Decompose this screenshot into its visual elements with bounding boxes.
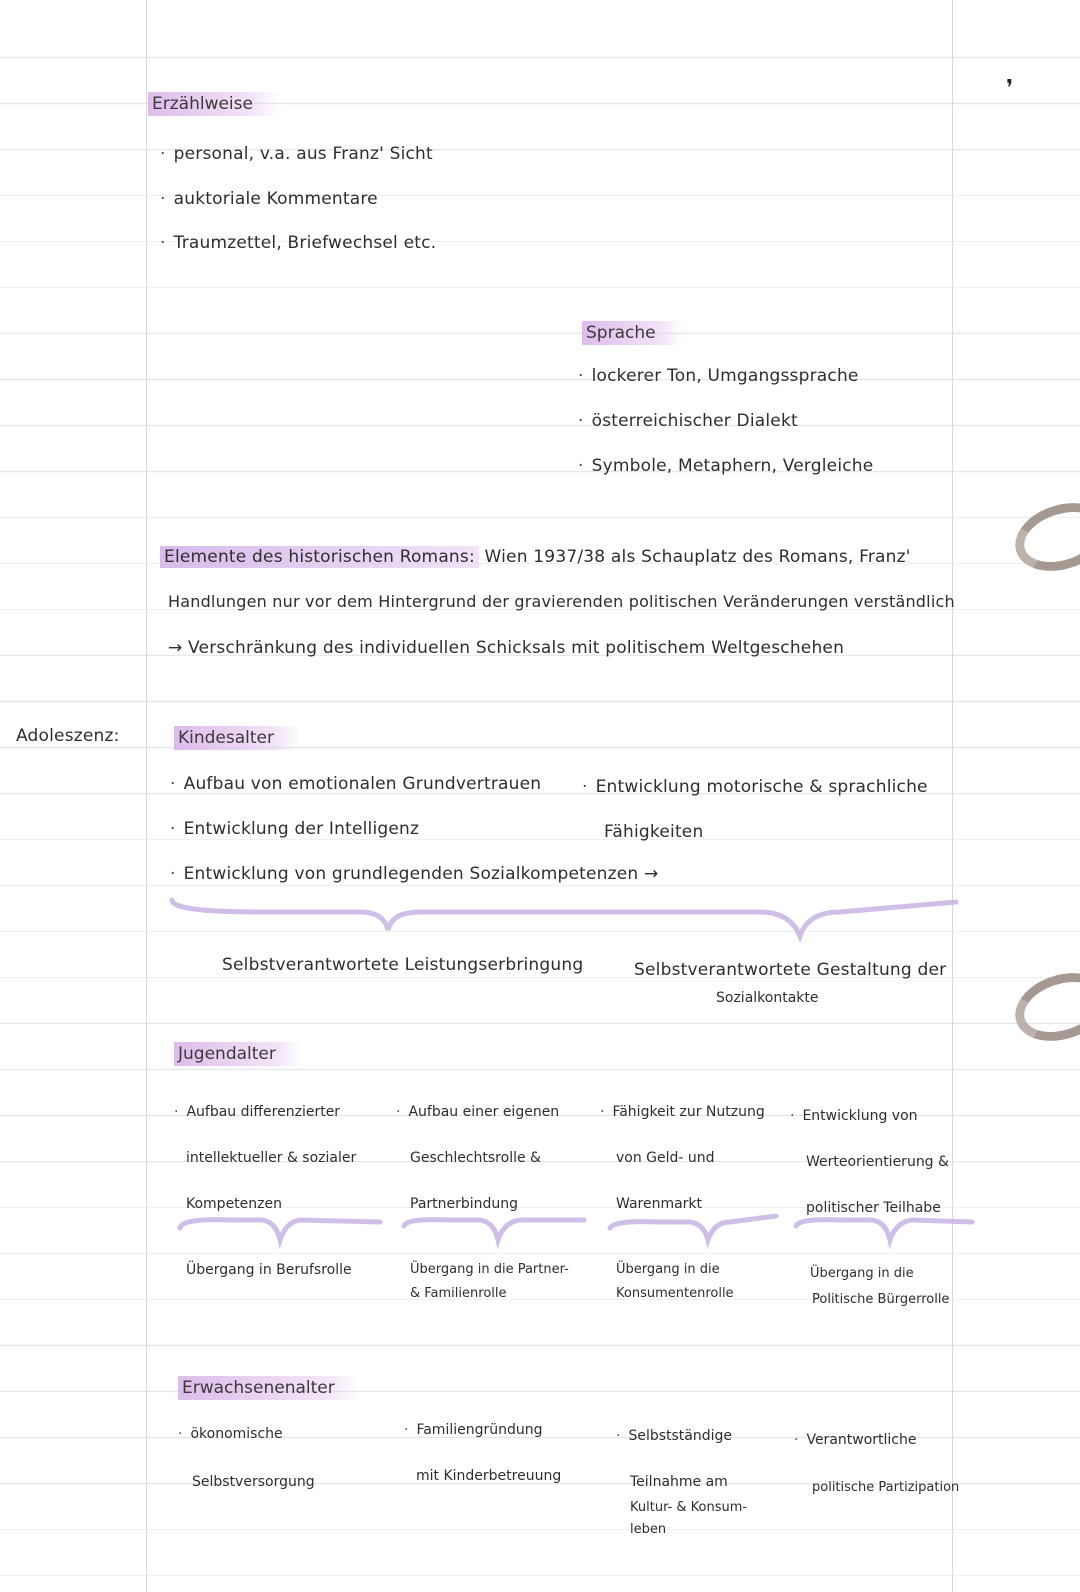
sprache-item-2: · österreichischer Dialekt [578,411,798,431]
jugend-col2-line3: Partnerbindung [410,1196,519,1212]
jugend-col2-line2: Geschlechtsrolle & [410,1150,541,1166]
jugend-col4-line1: · Entwicklung von [790,1108,918,1124]
historisch-text-1: Wien 1937/38 als Schauplatz des Romans, Franz' [484,547,911,567]
erwachsen-col2-line1: · Familiengründung [404,1422,543,1438]
kindesalter-item-1: · Aufbau von emotionalen Grundvertrauen [170,774,541,794]
jugendalter-heading: Jugendalter [174,1042,302,1066]
kindesalter-item-4-cont: Fähigkeiten [604,822,704,842]
jugend-col3-line2: von Geld- und [616,1150,715,1166]
kindesalter-item-3: · Entwicklung von grundlegenden Sozialkompetenzen → [170,864,658,884]
erzaehlweise-item-2: · auktoriale Kommentare [160,189,378,209]
erwachsen-col3-line3: Kultur- & Konsum- [630,1500,748,1515]
erwachsen-col1-line1: · ökonomische [178,1426,283,1442]
jugend-brace-3 [610,1216,776,1240]
erwachsen-col3-line2: Teilnahme am [630,1474,728,1490]
kindesalter-result-right-cont: Sozialkontakte [716,990,819,1006]
erwachsen-col3-line1: · Selbstständige [616,1428,732,1444]
kindesalter-item-4: · Entwicklung motorische & sprachliche [582,777,928,797]
jugend-col3-line3: Warenmarkt [616,1196,703,1212]
jugend-col1-line1: · Aufbau differenzierter [174,1104,340,1120]
corner-mark-icon: ❜ [1006,76,1014,101]
erzaehlweise-item-1: · personal, v.a. aus Franz' Sicht [160,144,433,164]
historisch-line-2: Handlungen nur vor dem Hintergrund der gravierenden politischen Veränderungen verständlich [168,592,955,611]
jugend-col3-result-1: Übergang in die [616,1262,720,1277]
jugend-col4-line3: politischer Teilhabe [806,1200,941,1216]
jugend-col2-line1: · Aufbau einer eigenen [396,1104,559,1120]
jugend-col4-result-2: Politische Bürgerrolle [812,1292,950,1307]
sprache-item-3: · Symbole, Metaphern, Vergleiche [578,456,873,476]
kindesalter-result-left: Selbstverantwortete Leistungserbringung [222,955,584,975]
historisch-label: Elemente des historischen Romans: [160,546,479,568]
jugend-col4-result-1: Übergang in die [810,1266,914,1281]
erwachsen-col3-line4: leben [630,1522,667,1537]
adoleszenz-margin-label: Adoleszenz: [16,726,120,746]
jugend-brace-2 [404,1220,584,1240]
erzaehlweise-item-3: · Traumzettel, Briefwechsel etc. [160,233,436,253]
jugend-col2-result-2: & Familienrolle [410,1286,507,1301]
kindesalter-item-2: · Entwicklung der Intelligenz [170,819,419,839]
erwachsen-col1-line2: Selbstversorgung [192,1474,315,1490]
kindesalter-heading: Kindesalter [174,726,300,750]
jugend-col1-line2: intellektueller & sozialer [186,1150,357,1166]
erwachsen-col2-line2: mit Kinderbetreuung [416,1468,562,1484]
sprache-item-1: · lockerer Ton, Umgangssprache [578,366,859,386]
jugend-col2-result-1: Übergang in die Partner- [410,1262,569,1277]
kindesalter-brace [172,900,956,936]
sprache-heading: Sprache [582,321,682,345]
jugend-col3-line1: · Fähigkeit zur Nutzung [600,1104,765,1120]
jugend-col3-result-2: Konsumentenrolle [616,1286,734,1301]
jugend-col1-line3: Kompetenzen [186,1196,282,1212]
jugend-col1-result: Übergang in Berufsrolle [186,1262,352,1278]
jugend-brace-4 [796,1220,972,1240]
kindesalter-result-right: Selbstverantwortete Gestaltung der [634,960,947,980]
erwachsenenalter-heading: Erwachsenenalter [178,1376,361,1400]
erzaehlweise-heading: Erzählweise [148,92,279,116]
jugend-col4-line2: Werteorientierung & [806,1154,949,1170]
erwachsen-col4-line2: politische Partizipation [812,1480,960,1495]
jugend-brace-1 [180,1220,380,1240]
historisch-line-3: → Verschränkung des individuellen Schicksals mit politischem Weltgeschehen [168,638,845,658]
erwachsen-col4-line1: · Verantwortliche [794,1432,916,1448]
